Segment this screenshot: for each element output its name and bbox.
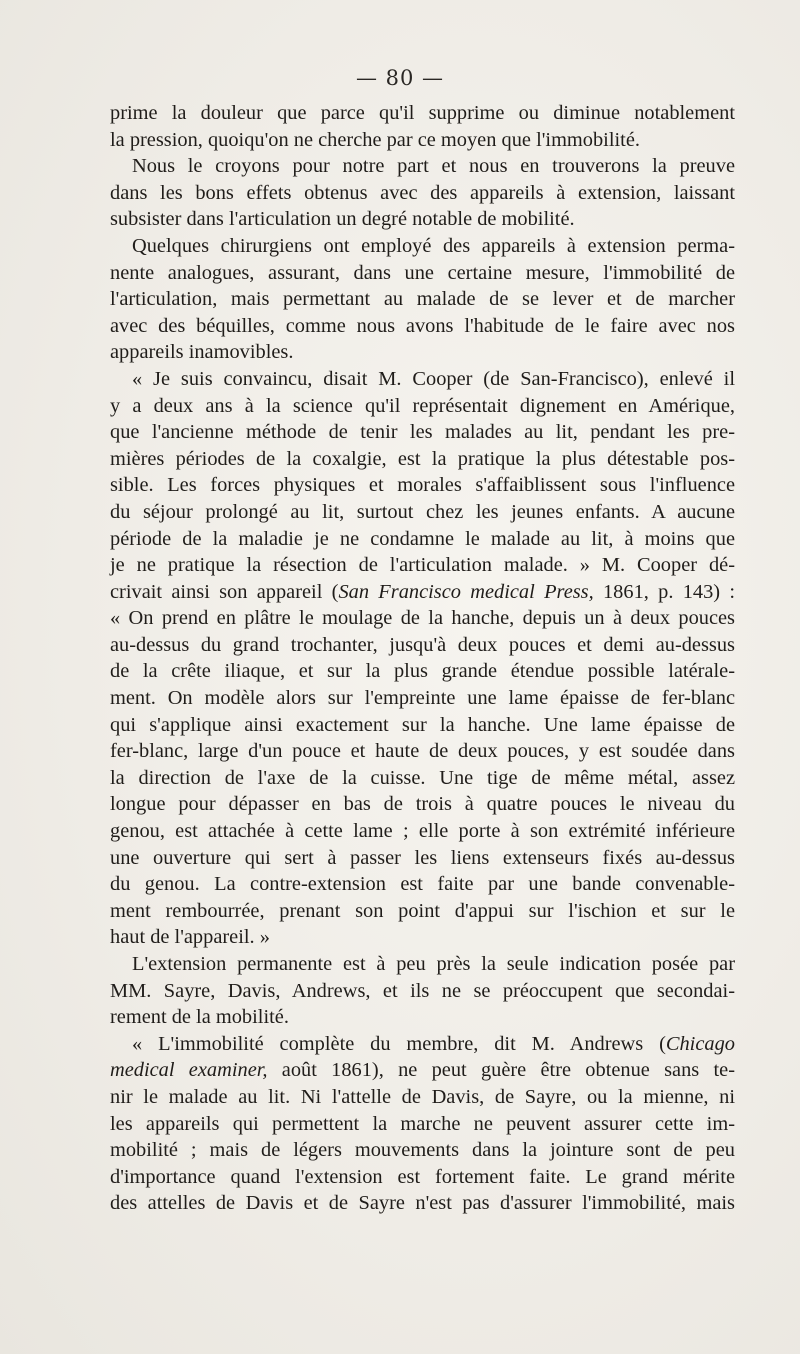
text-line-content: subsister dans l'articulation un degré notable de mobilité.: [110, 208, 575, 231]
text-line-content: de la crête iliaque, et sur la plus grande étendue possible latérale-: [110, 660, 735, 683]
text-line: [110, 127, 735, 154]
text-line-content: d'importance quand l'extension est fortement faite. Le grand mérite: [110, 1165, 735, 1188]
text-line: [110, 871, 735, 898]
text-line: [110, 286, 735, 313]
text-line: [110, 712, 735, 739]
italic-citation: San Francisco medical Press,: [338, 580, 594, 603]
text-line: [110, 313, 735, 340]
text-line-content: ment rembourrée, prenant son point d'appui sur l'ischion et sur le: [110, 899, 735, 922]
text-line-content: période de la maladie je ne condamne le malade au lit, à moins que: [110, 527, 735, 550]
italic-citation: Chicago: [665, 1032, 735, 1055]
text-line: [110, 765, 735, 792]
text-line: [110, 206, 735, 233]
text-line: [110, 845, 735, 872]
text-line-content: du genou. La contre-extension est faite par une bande convenable-: [110, 873, 735, 896]
text-line-continuation: 1861, p. 143) :: [593, 580, 735, 603]
text-line: [110, 472, 735, 499]
text-line-content: l'articulation, mais permettant au malade de se lever et de marcher: [110, 288, 735, 311]
text-line-content: qui s'applique ainsi exactement sur la hanche. Une lame épaisse de: [110, 713, 735, 736]
text-line-content: les appareils qui permettent la marche ne peuvent assurer cette im-: [110, 1112, 735, 1135]
text-line-content: L'extension permanente est à peu près la seule indication posée par: [132, 953, 735, 975]
text-line: [110, 951, 735, 978]
text-line: [110, 898, 735, 925]
text-line-continuation: août 1861), ne peut guère être obtenue sans te-: [267, 1059, 735, 1082]
text-line: [110, 1084, 735, 1111]
text-line-content: MM. Sayre, Davis, Andrews, et ils ne se préoccupent que secondai-: [110, 979, 735, 1002]
text-line: [110, 233, 735, 260]
text-line-content: « Je suis convaincu, disait M. Cooper (de San-Francisco), enlevé il: [132, 367, 735, 390]
text-line-content: que l'ancienne méthode de tenir les malades au lit, pendant les pre-: [110, 421, 735, 444]
text-line-content: Nous le croyons pour notre part et nous en trouverons la preuve: [132, 155, 735, 178]
text-line: [110, 366, 735, 393]
text-line: [110, 180, 735, 207]
text-line: [110, 978, 735, 1005]
page-number: — 80 —: [355, 66, 445, 90]
text-line: [110, 153, 735, 180]
text-line: [110, 738, 735, 765]
text-line-content: mobilité ; mais de légers mouvements dans la jointure sont de peu: [110, 1139, 735, 1162]
text-line: [110, 419, 735, 446]
text-line-content: haut de l'appareil. »: [110, 926, 270, 949]
text-line: [110, 1111, 735, 1138]
text-line: [110, 446, 735, 473]
text-line: [110, 632, 735, 659]
text-line: [110, 791, 735, 818]
text-line-content: nir le malade au lit. Ni l'attelle de Davis, de Sayre, ou la mienne, ni: [110, 1085, 735, 1108]
text-line-content: « L'immobilité complète du membre, dit M. Andrews (: [132, 1032, 666, 1055]
text-line: [110, 1190, 735, 1217]
text-line-content: prime la douleur que parce qu'il supprime ou diminue notablement: [110, 102, 735, 124]
text-line: [110, 100, 735, 127]
text-line-content: y a deux ans à la science qu'il représentait dignement en Amérique,: [110, 394, 735, 417]
text-line: [110, 499, 735, 526]
text-line: [110, 924, 735, 951]
text-line-content: au-dessus du grand trochanter, jusqu'à deux pouces et demi au-dessus: [110, 633, 735, 656]
text-line: [110, 1031, 735, 1058]
text-line-content: des attelles de Davis et de Sayre n'est pas d'assurer l'immobilité, mais: [110, 1192, 735, 1215]
text-line-content: une ouverture qui sert à passer les liens extenseurs fixés au-dessus: [110, 846, 735, 869]
text-line: [110, 1137, 735, 1164]
text-line-content: avec des béquilles, comme nous avons l'habitude de le faire avec nos: [110, 314, 735, 337]
text-line: [110, 685, 735, 712]
text-line-content: du séjour prolongé au lit, surtout chez les jeunes enfants. A aucune: [110, 500, 735, 523]
text-line-content: longue pour dépasser en bas de trois à quatre pouces le niveau du: [110, 793, 735, 816]
text-line: [110, 339, 735, 366]
text-line-content: je ne pratique la résection de l'articulation malade. » M. Cooper dé-: [110, 554, 735, 577]
text-line-content: fer-blanc, large d'un pouce et haute de deux pouces, y est soudée dans: [110, 740, 735, 763]
text-line-content: genou, est attachée à cette lame ; elle porte à son extrémité inférieure: [110, 820, 735, 843]
text-line-content: rement de la mobilité.: [110, 1006, 289, 1029]
text-line-content: ment. On modèle alors sur l'empreinte une lame épaisse de fer-blanc: [110, 687, 735, 710]
text-line-content: appareils inamovibles.: [110, 341, 294, 364]
text-line: [110, 579, 735, 606]
text-line: [110, 552, 735, 579]
italic-citation: medical examiner,: [110, 1059, 268, 1082]
text-line-content: la direction de l'axe de la cuisse. Une tige de même métal, assez: [110, 766, 735, 789]
text-line: [110, 526, 735, 553]
text-line-content: crivait ainsi son appareil (: [110, 580, 339, 603]
text-line-content: mières périodes de la coxalgie, est la pratique la plus détestable pos-: [110, 447, 735, 470]
text-line-content: « On prend en plâtre le moulage de la hanche, depuis un à deux pouces: [110, 607, 735, 630]
text-line: [110, 818, 735, 845]
text-line: [110, 1004, 735, 1031]
body-text: [110, 100, 735, 1217]
text-line-content: sible. Les forces physiques et morales s'affaiblissent sous l'influence: [110, 474, 735, 497]
text-line: [110, 260, 735, 287]
text-line: [110, 393, 735, 420]
text-line: [110, 1057, 735, 1084]
text-line-content: la pression, quoiqu'on ne cherche par ce moyen que l'immobilité.: [110, 128, 640, 151]
text-line-content: nente analogues, assurant, dans une certaine mesure, l'immobilité de: [110, 261, 735, 284]
text-line: [110, 1164, 735, 1191]
text-line: [110, 658, 735, 685]
text-line-content: dans les bons effets obtenus avec des appareils à extension, laissant: [110, 181, 735, 204]
text-line-content: Quelques chirurgiens ont employé des appareils à extension perma-: [132, 234, 735, 257]
text-line: [110, 605, 735, 632]
